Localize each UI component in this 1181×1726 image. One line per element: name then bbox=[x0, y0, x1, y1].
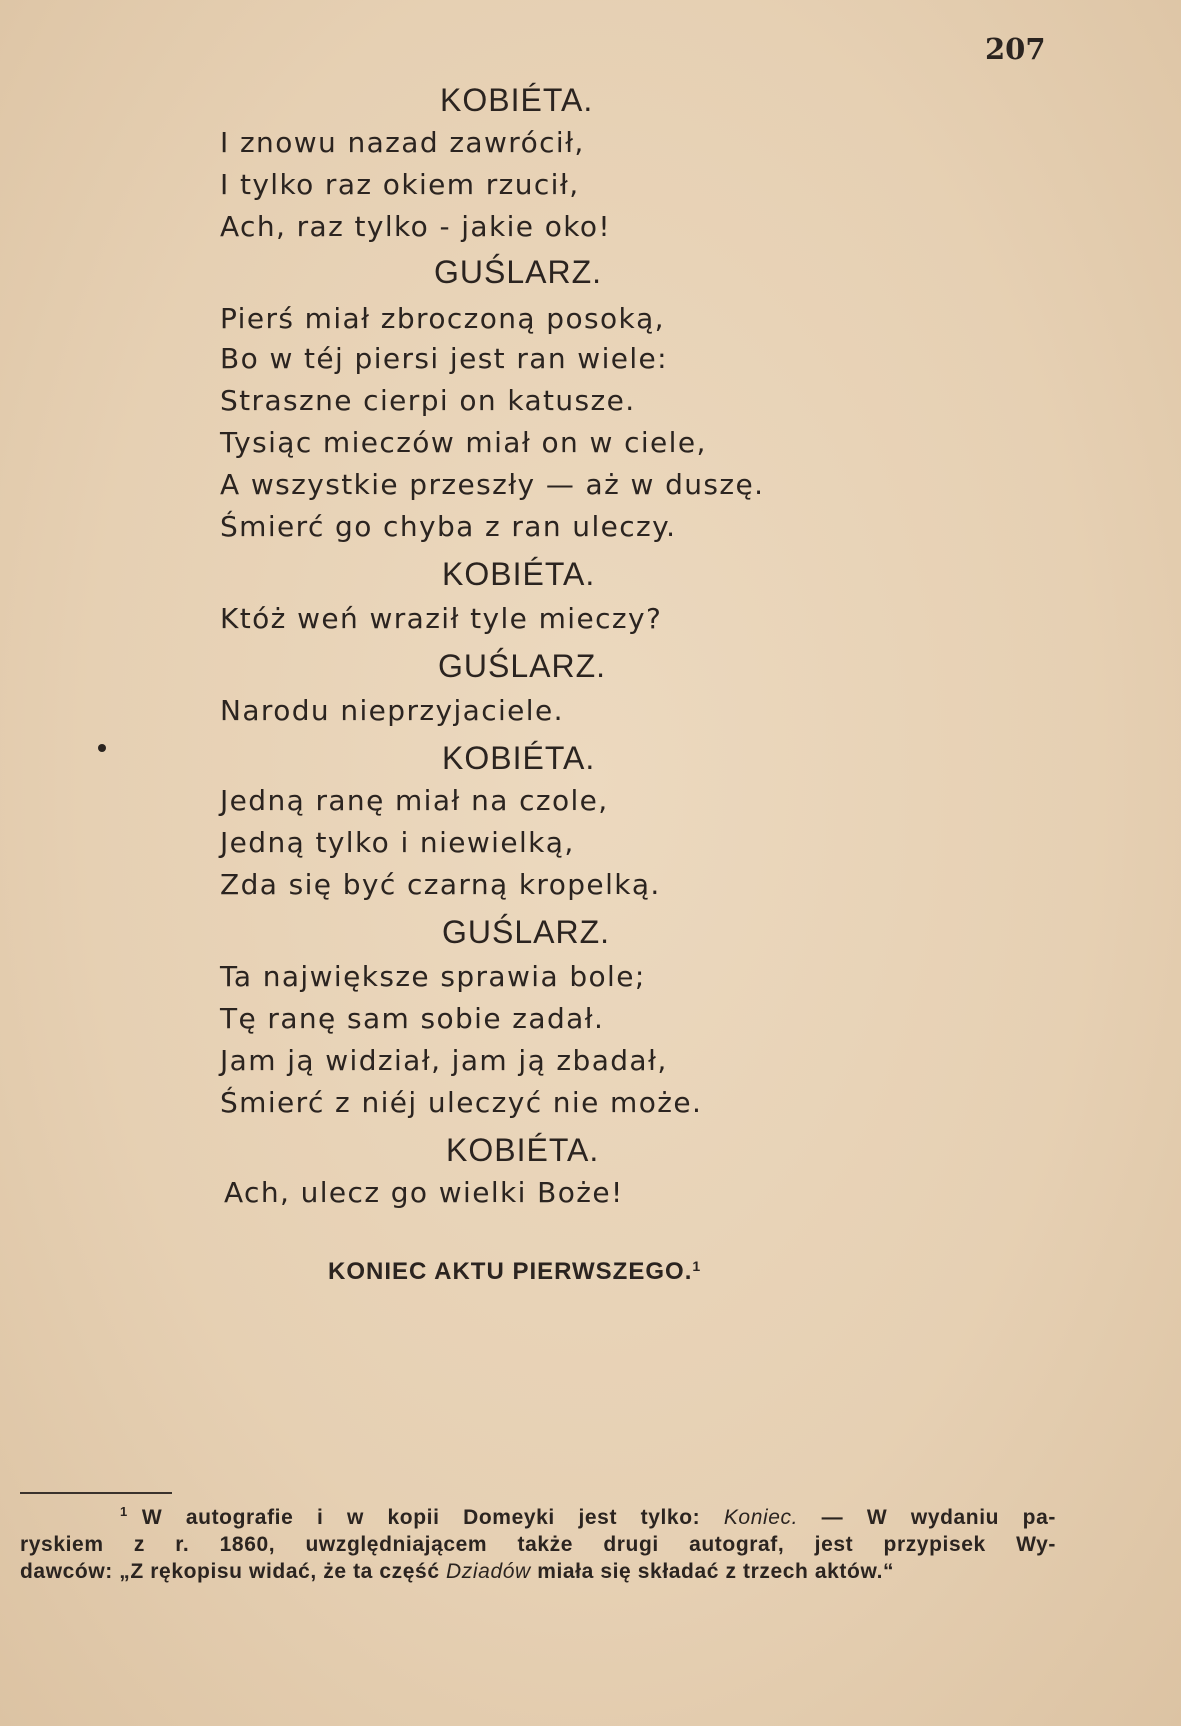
verse-line: Narodu nieprzyjaciele. bbox=[220, 694, 564, 727]
page-number: 207 bbox=[985, 32, 1046, 66]
act-end-heading bbox=[328, 1258, 701, 1286]
verse-line: I tylko raz okiem rzucił, bbox=[220, 168, 580, 201]
verse-line: Jedną ranę miał na czole, bbox=[220, 784, 609, 817]
verse-line: Któż weń wraził tyle mieczy? bbox=[220, 602, 663, 635]
footnote-reference: 1 bbox=[692, 1258, 702, 1274]
verse-line: Bo w téj piersi jest ran wiele: bbox=[220, 342, 669, 375]
speaker-heading: KOBIÉTA. bbox=[442, 556, 596, 592]
footnote-rule bbox=[20, 1492, 172, 1494]
footnote-line: ryskiem z r. 1860, uwzględniającem także drugi autograf, jest przypisek Wy- bbox=[20, 1533, 1056, 1556]
footnote-line bbox=[20, 1558, 1056, 1585]
speaker-heading: GUŚLARZ. bbox=[442, 914, 611, 950]
verse-line: Ach, raz tylko - jakie oko! bbox=[220, 210, 612, 243]
verse-line: Śmierć z niéj uleczyć nie może. bbox=[220, 1086, 703, 1119]
verse-line: Jedną tylko i niewielką, bbox=[220, 826, 575, 859]
footnote-italic: Dziadów bbox=[446, 1560, 531, 1583]
footnote bbox=[20, 1498, 1056, 1585]
verse-line: A wszystkie przeszły — aż w duszę. bbox=[220, 468, 765, 501]
speaker-heading: GUŚLARZ. bbox=[434, 254, 603, 290]
verse-line: Pierś miał zbroczoną posoką, bbox=[220, 302, 665, 335]
speaker-heading: KOBIÉTA. bbox=[440, 82, 594, 118]
footnote-text: miała się składać z trzech aktów.“ bbox=[530, 1560, 895, 1583]
verse-line: Zda się być czarną kropelką. bbox=[220, 868, 661, 901]
verse-line: Tę ranę sam sobie zadał. bbox=[220, 1002, 605, 1035]
verse-line: Tysiąc mieczów miał on w ciele, bbox=[220, 426, 707, 459]
footnote-text: — W wydaniu pa- bbox=[798, 1506, 1056, 1529]
verse-line: Ta największe sprawia bole; bbox=[220, 960, 646, 993]
speaker-heading: KOBIÉTA. bbox=[446, 1132, 600, 1168]
margin-dot bbox=[98, 744, 106, 752]
speaker-heading: GUŚLARZ. bbox=[438, 648, 607, 684]
verse-line: Jam ją widział, jam ją zbadał, bbox=[220, 1044, 668, 1077]
act-end-text: KONIEC AKTU PIERWSZEGO. bbox=[328, 1258, 693, 1285]
footnote-text: dawców: „Z rękopisu widać, że ta część bbox=[20, 1560, 447, 1583]
speaker-heading: KOBIÉTA. bbox=[442, 740, 596, 776]
footnote-marker: 1 bbox=[120, 1504, 128, 1519]
verse-line: I znowu nazad zawrócił, bbox=[220, 126, 585, 159]
verse-line: Straszne cierpi on katusze. bbox=[220, 384, 636, 417]
verse-line: Śmierć go chyba z ran uleczy. bbox=[220, 510, 677, 543]
footnote-italic: Koniec. bbox=[723, 1506, 799, 1529]
verse-line: Ach, ulecz go wielki Boże! bbox=[224, 1176, 624, 1209]
footnote-line bbox=[20, 1498, 1056, 1531]
footnote-text: W autografie i w kopii Domeyki jest tylko: bbox=[141, 1506, 724, 1529]
